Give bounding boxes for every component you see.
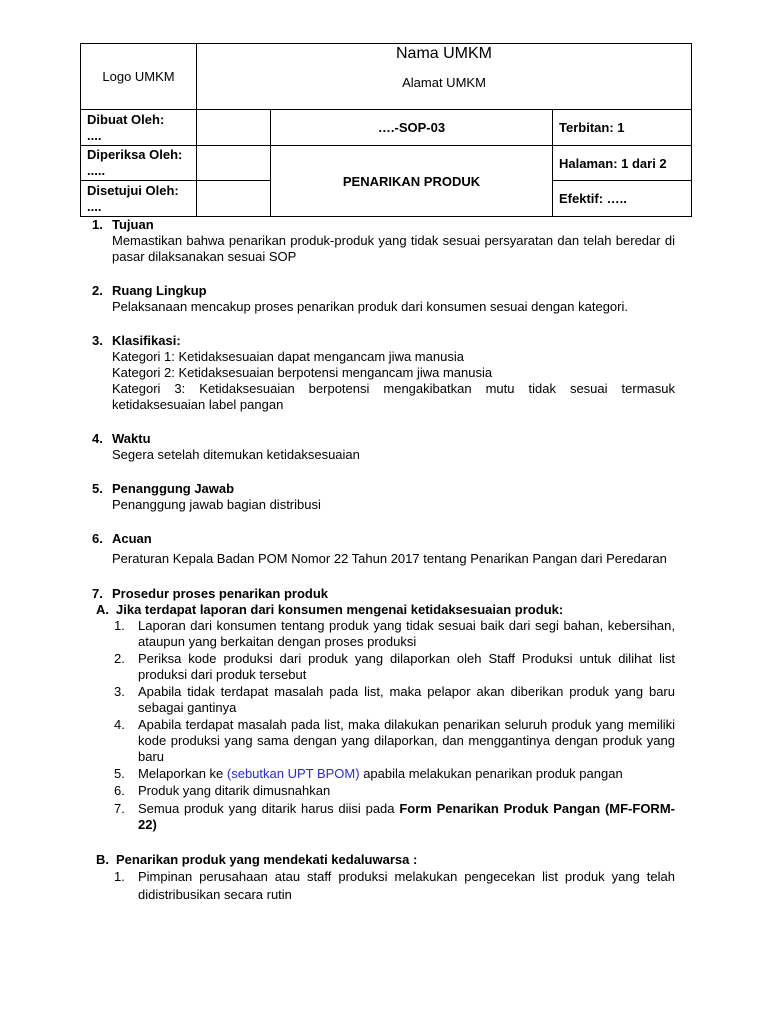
section-procedure <box>92 586 675 833</box>
approved-by-label: Disetujui Oleh: <box>87 182 179 198</box>
section-number: 4. <box>92 431 103 446</box>
procedure-b-heading <box>96 852 675 868</box>
form-reference: Form Penarikan Produk Pangan (MF-FORM-22) <box>138 801 675 832</box>
step-text-part: Semua produk yang ditarik harus diisi pada <box>138 801 400 816</box>
step-text: Apabila tidak terdapat masalah pada list, maka pelapor akan diberikan produk yang baru sebagai gantinya <box>138 684 675 715</box>
section-title: Waktu <box>112 431 151 446</box>
section-title: Acuan <box>112 531 152 546</box>
procedure-a-title: Jika terdapat laporan dari konsumen mengenai ketidaksesuaian produk: <box>116 602 564 617</box>
list-item <box>114 651 675 683</box>
section-number: 2. <box>92 283 103 298</box>
document-title: PENARIKAN PRODUK <box>271 146 553 217</box>
list-item <box>114 684 675 716</box>
step-text-part: apabila melakukan penarikan produk pangan <box>359 766 623 781</box>
checked-by-sign-cell <box>197 146 271 181</box>
section-purpose <box>92 217 675 265</box>
page-number: Halaman: 1 dari 2 <box>553 146 692 181</box>
effective-date: Efektif: ….. <box>553 181 692 217</box>
list-item <box>114 766 675 782</box>
section-reference <box>92 531 675 568</box>
category-line: Kategori 2: Ketidaksesuaian berpotensi mengancam jiwa manusia <box>112 365 493 380</box>
category-line: Kategori 3: Ketidaksesuaian berpotensi mengakibatkan mutu tidak sesuai termasuk ketidaksesuaian label pangan <box>112 381 675 412</box>
section-number: 1. <box>92 217 103 232</box>
approved-by-sign-cell <box>197 181 271 217</box>
section-time <box>92 431 675 463</box>
section-text: Segera setelah ditemukan ketidaksesuaian <box>112 447 360 462</box>
section-title: Klasifikasi: <box>112 333 181 348</box>
step-text: Produk yang ditarik dimusnahkan <box>138 783 331 798</box>
section-responsible <box>92 481 675 513</box>
step-text: Apabila terdapat masalah pada list, maka dilakukan penarikan seluruh produk yang memiliki kode produksi yang sama dengan yang dilaporkan, dan menggantinya dengan produk yang baru <box>138 717 675 764</box>
list-item <box>114 717 675 765</box>
step-text <box>138 801 675 833</box>
sop-code: ….-SOP-03 <box>271 110 553 146</box>
step-text: Laporan dari konsumen tentang produk yang tidak sesuai baik dari segi bahan, kebersihan, ataupun yang berkaitan dengan proses produksi <box>138 618 675 649</box>
section-text: Penanggung jawab bagian distribusi <box>112 497 321 512</box>
document-body <box>92 217 675 905</box>
procedure-a-letter: A. <box>96 602 109 617</box>
section-number: 3. <box>92 333 103 348</box>
section-number: 5. <box>92 481 103 496</box>
section-text: Peraturan Kepala Badan POM Nomor 22 Tahun 2017 tentang Penarikan Pangan dari Peredaran <box>112 551 667 566</box>
upt-bpom-placeholder: (sebutkan UPT BPOM) <box>226 766 360 781</box>
section-number: 7. <box>92 586 103 601</box>
list-item <box>114 783 675 799</box>
section-title: Ruang Lingkup <box>112 283 207 298</box>
section-scope <box>92 283 675 315</box>
list-item <box>114 618 675 650</box>
approved-by-cell <box>81 181 197 217</box>
logo-placeholder: Logo UMKM <box>81 44 197 110</box>
step-text-part: Melaporkan ke <box>138 766 227 781</box>
step-number: 3. <box>114 684 125 699</box>
step-number: 2. <box>114 651 125 666</box>
created-by-cell <box>81 110 197 146</box>
section-classification <box>92 333 675 413</box>
checked-by-cell <box>81 146 197 181</box>
list-item <box>114 868 675 904</box>
umkm-address: Alamat UMKM <box>402 75 486 90</box>
umkm-name: Nama UMKM <box>396 45 493 62</box>
procedure-a-heading <box>96 602 675 618</box>
step-text: Pimpinan perusahaan atau staff produksi melakukan pengecekan list produk yang telah didistribusikan secara rutin <box>138 869 675 902</box>
created-by-label: Dibuat Oleh: <box>87 111 165 127</box>
approved-by-value: .... <box>87 198 102 214</box>
procedure-b-steps <box>92 868 675 904</box>
section-text: Memastikan bahwa penarikan produk-produk yang tidak sesuai persyaratan dan telah beredar di pasar dilaksanakan sesuai SOP <box>112 233 675 264</box>
section-title: Penanggung Jawab <box>112 481 235 496</box>
step-text: Periksa kode produksi dari produk yang dilaporkan oleh Staff Produksi untuk dilihat list produksi dari produk tersebut <box>138 651 675 682</box>
step-number: 4. <box>114 717 125 732</box>
step-text <box>138 766 675 782</box>
procedure-a-steps <box>92 618 675 833</box>
section-number: 6. <box>92 531 103 546</box>
step-number: 1. <box>114 869 125 884</box>
step-number: 6. <box>114 783 125 798</box>
checked-by-value: ..... <box>87 163 106 178</box>
checked-by-label: Diperiksa Oleh: <box>87 147 183 162</box>
step-number: 5. <box>114 766 125 781</box>
section-title: Tujuan <box>112 217 154 232</box>
step-number: 7. <box>114 801 125 816</box>
issue-number: Terbitan: 1 <box>553 110 692 146</box>
section-text: Pelaksanaan mencakup proses penarikan produk dari konsumen sesuai dengan kategori. <box>112 299 628 314</box>
category-line: Kategori 1: Ketidaksesuaian dapat mengancam jiwa manusia <box>112 349 464 364</box>
sop-header-table <box>80 43 692 217</box>
created-by-value: .... <box>87 127 102 143</box>
list-item <box>114 801 675 833</box>
procedure-b-letter: B. <box>96 852 109 867</box>
step-number: 1. <box>114 618 125 633</box>
umkm-identity-cell <box>197 44 692 110</box>
section-title: Prosedur proses penarikan produk <box>112 586 329 601</box>
created-by-sign-cell <box>197 110 271 146</box>
procedure-b-title: Penarikan produk yang mendekati kedaluwarsa : <box>116 852 418 867</box>
